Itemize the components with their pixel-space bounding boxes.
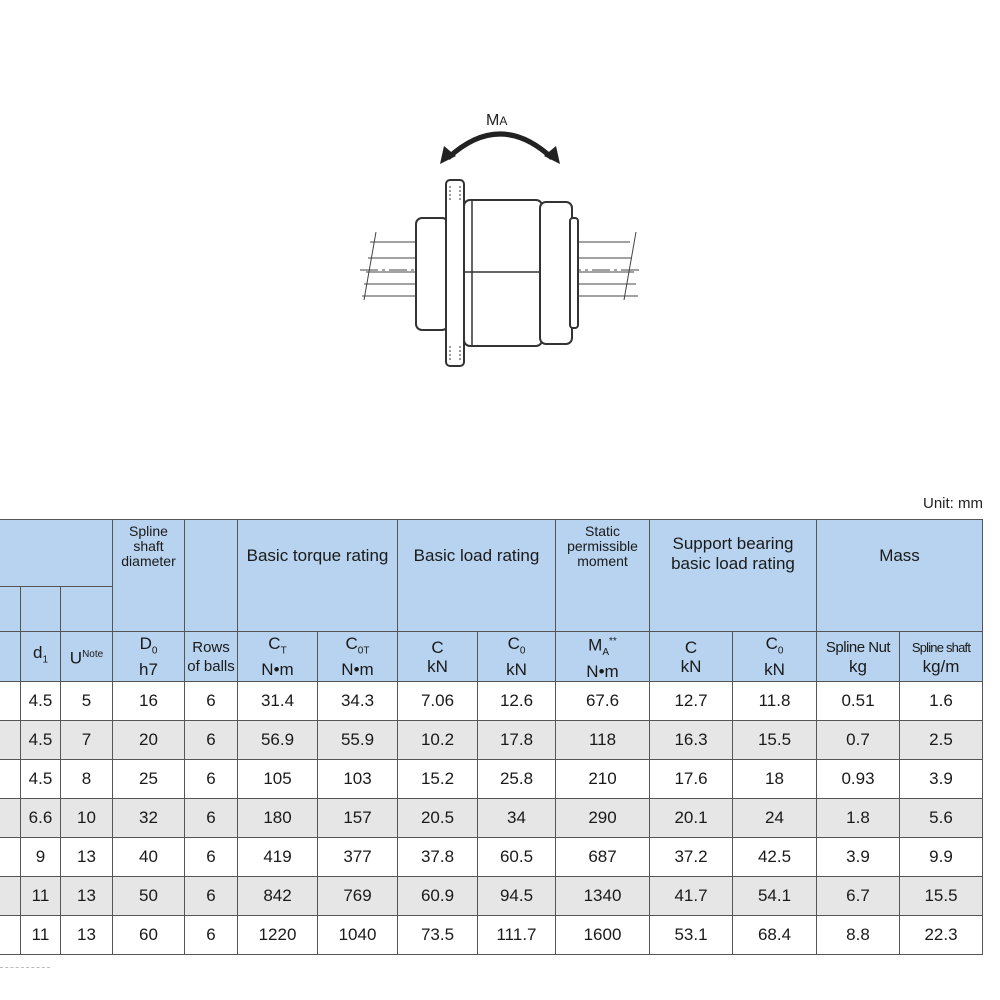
table-cell: 4.5 — [21, 682, 61, 721]
table-cell-lead — [0, 838, 21, 877]
table-cell: 5.6 — [900, 799, 983, 838]
table-cell-lead — [0, 877, 21, 916]
table-cell: 13 — [61, 916, 113, 955]
table-cell: 1220 — [238, 916, 318, 955]
table-cell: 6 — [185, 916, 238, 955]
table-row — [0, 760, 983, 799]
table-cell: 4.5 — [21, 760, 61, 799]
table-cell: 6 — [185, 721, 238, 760]
left-hub — [416, 218, 448, 330]
table-cell: 22.3 — [900, 916, 983, 955]
table-cell-lead — [0, 721, 21, 760]
table-cell: 15.5 — [733, 721, 817, 760]
header-blank-d — [0, 632, 21, 682]
table-cell: 111.7 — [478, 916, 556, 955]
table-cell: 6 — [185, 877, 238, 916]
table-cell: 419 — [238, 838, 318, 877]
header-c0: $C_0$ kN — [478, 632, 556, 682]
header-spline-shaft: Spline shaft kg/m — [900, 632, 983, 682]
table-cell: 1600 — [556, 916, 650, 955]
table-cell: 60.5 — [478, 838, 556, 877]
table-cell: 6 — [185, 682, 238, 721]
table-cell: 8.8 — [817, 916, 900, 955]
table-cell: 94.5 — [478, 877, 556, 916]
table-cell: 290 — [556, 799, 650, 838]
table-cell: 25 — [113, 760, 185, 799]
shaft-right — [576, 232, 638, 300]
table-cell: 6 — [185, 760, 238, 799]
table-cell: 0.51 — [817, 682, 900, 721]
table-cell: 20 — [113, 721, 185, 760]
table-cell: 9 — [21, 838, 61, 877]
table-cell: 8 — [61, 760, 113, 799]
table-cell: 60.9 — [398, 877, 478, 916]
table-cell: 10.2 — [398, 721, 478, 760]
table-cell: 6 — [185, 799, 238, 838]
table-cell: 25.8 — [478, 760, 556, 799]
header-rows-blank — [185, 520, 238, 632]
moment-arrow-right-head — [544, 146, 560, 164]
table-cell: 24 — [733, 799, 817, 838]
header-c0t: $C_{0T}$ N•m — [318, 632, 398, 682]
header-c: C kN — [398, 632, 478, 682]
table-cell: 377 — [318, 838, 398, 877]
table-cell: 105 — [238, 760, 318, 799]
header-basic-torque-rating: Basic torque rating — [238, 520, 398, 632]
unit-label: Unit: mm — [923, 495, 983, 512]
table-cell: 15.5 — [900, 877, 983, 916]
header-dimensions-blank — [0, 520, 113, 587]
table-cell: 73.5 — [398, 916, 478, 955]
table-cell: 50 — [113, 877, 185, 916]
table-cell: 16 — [113, 682, 185, 721]
table-cell: 41.7 — [650, 877, 733, 916]
table-cell: 7.06 — [398, 682, 478, 721]
table-cell: 3.9 — [817, 838, 900, 877]
table-cell: 1040 — [318, 916, 398, 955]
table-cell: 0.7 — [817, 721, 900, 760]
table-cell: 12.6 — [478, 682, 556, 721]
table-cell: 68.4 — [733, 916, 817, 955]
table-body — [0, 682, 983, 955]
table-cell: 5 — [61, 682, 113, 721]
spec-table — [0, 519, 983, 955]
table-row — [0, 877, 983, 916]
table-cell: 18 — [733, 760, 817, 799]
table-cell: 37.2 — [650, 838, 733, 877]
table-cell: 2.5 — [900, 721, 983, 760]
table-cell: 769 — [318, 877, 398, 916]
table-cell: 1340 — [556, 877, 650, 916]
table-cell: 34.3 — [318, 682, 398, 721]
table-cell: 11.8 — [733, 682, 817, 721]
header-spline-shaft-diameter: Spline shaft diameter — [113, 520, 185, 632]
table-row — [0, 799, 983, 838]
header-d0: $D_0$ h7 — [113, 632, 185, 682]
table-cell: 3.9 — [900, 760, 983, 799]
header-basic-load-rating: Basic load rating — [398, 520, 556, 632]
table-cell: 13 — [61, 838, 113, 877]
header-static-permissible-moment: Static permissible moment — [556, 520, 650, 632]
footnote-rule — [0, 967, 50, 968]
table-cell: 32 — [113, 799, 185, 838]
header-sb-c0: $C_0$ kN — [733, 632, 817, 682]
table-cell: 11 — [21, 877, 61, 916]
table-cell: 40 — [113, 838, 185, 877]
table-cell-lead — [0, 799, 21, 838]
table-cell: 6.7 — [817, 877, 900, 916]
header-sb-c: C kN — [650, 632, 733, 682]
table-cell: 20.1 — [650, 799, 733, 838]
header-rows-of-balls: Rows of balls — [185, 632, 238, 682]
table-cell: 7 — [61, 721, 113, 760]
header-spline-nut: Spline Nut kg — [817, 632, 900, 682]
table-cell: 56.9 — [238, 721, 318, 760]
table-row — [0, 916, 983, 955]
table-cell: 6 — [185, 838, 238, 877]
table-cell: 1.6 — [900, 682, 983, 721]
table-cell: 55.9 — [318, 721, 398, 760]
header-ma: $M_A^{**}$ N•m — [556, 632, 650, 682]
moment-label: MA — [486, 112, 508, 129]
table-cell: 180 — [238, 799, 318, 838]
table-row — [0, 721, 983, 760]
table-cell: 60 — [113, 916, 185, 955]
table-cell: 17.6 — [650, 760, 733, 799]
table-cell: 54.1 — [733, 877, 817, 916]
table-cell: 13 — [61, 877, 113, 916]
moment-arrow-left-head — [440, 146, 456, 164]
header-u: $U^{Note}$ — [61, 632, 113, 682]
header-ct: $C_T$ N•m — [238, 632, 318, 682]
table-cell: 10 — [61, 799, 113, 838]
header-blank-c — [61, 587, 113, 632]
table-cell: 34 — [478, 799, 556, 838]
spline-nut-diagram — [340, 100, 660, 380]
table-cell: 1.8 — [817, 799, 900, 838]
shaft-left — [362, 232, 418, 300]
bearing-body — [540, 202, 572, 344]
table-cell: 11 — [21, 916, 61, 955]
table-cell: 12.7 — [650, 682, 733, 721]
header-mass: Mass — [817, 520, 983, 632]
table-cell: 15.2 — [398, 760, 478, 799]
table-cell: 16.3 — [650, 721, 733, 760]
table-cell-lead — [0, 916, 21, 955]
table-cell-lead — [0, 682, 21, 721]
table-cell-lead — [0, 760, 21, 799]
table-cell: 4.5 — [21, 721, 61, 760]
header-d1: $d_1$ — [21, 632, 61, 682]
table-cell: 687 — [556, 838, 650, 877]
table-cell: 20.5 — [398, 799, 478, 838]
nut-body — [464, 200, 542, 346]
table-cell: 210 — [556, 760, 650, 799]
table-cell: 31.4 — [238, 682, 318, 721]
table-cell: 118 — [556, 721, 650, 760]
end-cap — [570, 218, 578, 328]
table-cell: 157 — [318, 799, 398, 838]
table-cell: 6.6 — [21, 799, 61, 838]
table-cell: 53.1 — [650, 916, 733, 955]
table-cell: 842 — [238, 877, 318, 916]
flange — [446, 180, 464, 366]
table-cell: 67.6 — [556, 682, 650, 721]
header-blank-a — [0, 587, 21, 632]
table-cell: 42.5 — [733, 838, 817, 877]
table-cell: 9.9 — [900, 838, 983, 877]
table-cell: 17.8 — [478, 721, 556, 760]
header-support-bearing: Support bearing basic load rating — [650, 520, 817, 632]
table-cell: 37.8 — [398, 838, 478, 877]
moment-arrow — [448, 134, 552, 158]
table-row — [0, 682, 983, 721]
table-row — [0, 838, 983, 877]
table-cell: 103 — [318, 760, 398, 799]
table-cell: 0.93 — [817, 760, 900, 799]
header-blank-b — [21, 587, 61, 632]
